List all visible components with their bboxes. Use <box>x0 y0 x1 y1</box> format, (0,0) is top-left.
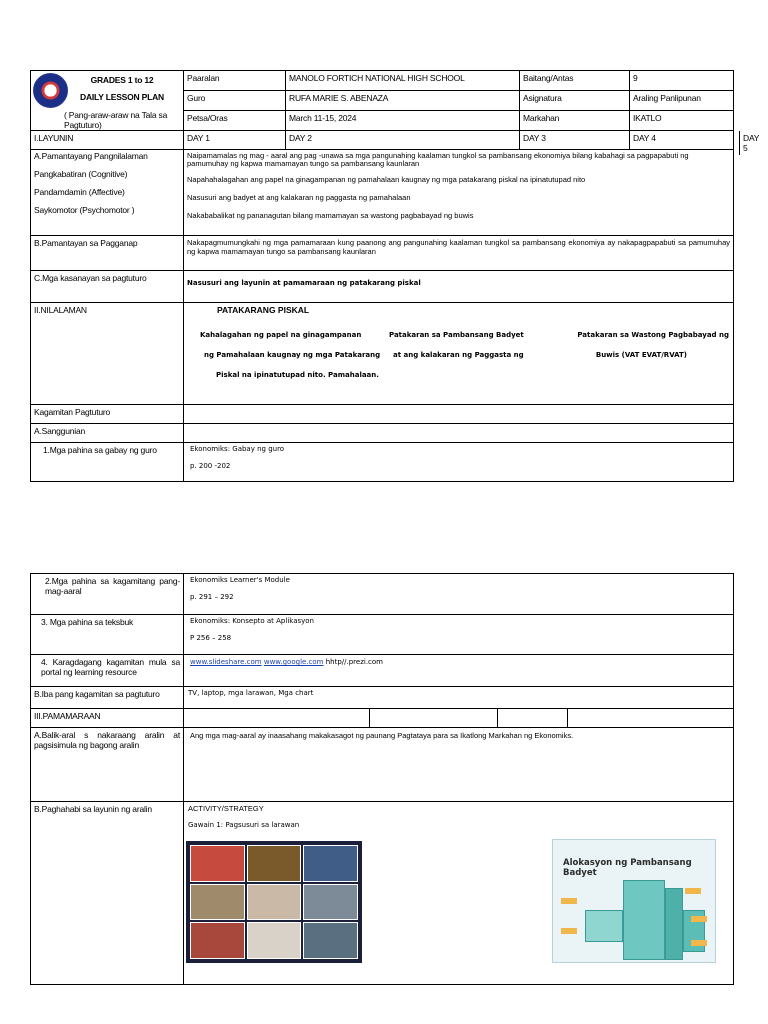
col2-line-1: Patakaran sa Pambansang Badyet <box>389 331 524 339</box>
collage-photo <box>190 884 245 921</box>
activity-strategy-label: ACTIVITY/STRATEGY <box>188 804 264 813</box>
col2-line-2: at ang kalakaran ng Paggasta ng <box>393 351 524 359</box>
petsa-value: March 11-15, 2024 <box>286 111 520 131</box>
collage-photo <box>190 845 245 882</box>
iba-pa-text: TV, laptop, mga larawan, Mga chart <box>184 687 734 709</box>
layunin-label: I.LAYUNIN <box>31 131 184 150</box>
pamantayan-content <box>184 150 734 236</box>
day-4-5-header <box>630 131 760 153</box>
balik-aral-label: A.Balik-aral s nakaraang aralin at pagsisimula ng bagong aralin <box>31 728 184 802</box>
pamamaraan-cell-1 <box>184 709 370 728</box>
collage-photo <box>190 922 245 959</box>
sanggunian-label: A.Sanggunian <box>31 424 184 443</box>
teksbuk-content <box>184 615 734 655</box>
gabay-content <box>184 443 734 482</box>
markahan-label: Markahan <box>520 111 630 131</box>
gabay-label: 1.Mga pahina sa gabay ng guro <box>31 443 184 482</box>
kagamitan-label: Kagamitan Pagtuturo <box>31 405 184 424</box>
budget-label-tag <box>691 940 707 946</box>
collage-photo <box>247 845 302 882</box>
budget-infographic-title: Alokasyon ng Pambansang Badyet <box>563 858 692 878</box>
nilalaman-content <box>184 303 734 405</box>
pamamaraan-cell-2 <box>370 709 498 728</box>
teksbuk-label: 3. Mga pahina sa teksbuk <box>31 615 184 655</box>
collage-photo <box>303 845 358 882</box>
pamamaraan-cell-4 <box>568 709 734 728</box>
karagdagang-label: 4. Karagdagang kagamitan mula sa portal ng learning resource <box>31 655 184 687</box>
asignatura-label: Asignatura <box>520 91 630 111</box>
prezi-link-text: hhtp//.prezi.com <box>323 658 383 666</box>
col3-line-2: Buwis (VAT EVAT/RVAT) <box>595 351 687 359</box>
affective-label: Pandamdamin (Affective) <box>34 186 125 197</box>
budget-bar <box>665 888 683 960</box>
grades-label: GRADES 1 to 12 <box>90 75 154 85</box>
header-title-cell <box>31 71 184 131</box>
slideshare-link[interactable]: www.slideshare.com <box>190 658 262 666</box>
col3-line-1: Patakaran sa Wastong Pagbabayad ng <box>577 331 729 339</box>
pamantayan-labels <box>31 150 184 236</box>
gabay-line-1: Ekonomiks: Gabay ng guro <box>190 445 285 453</box>
asignatura-value: Araling Panlipunan <box>630 91 734 111</box>
day-5-header: DAY 5 <box>743 133 760 153</box>
iba-pa-label: B.Iba pang kagamitan sa pagtuturo <box>31 687 184 709</box>
pamantayan-pangnilalaman-label: A.Pamantayang Pangnilalaman <box>34 151 148 161</box>
col1-line-1: Kahalagahan ng papel na ginagampanan <box>200 331 362 339</box>
col1-line-3: Piskal na ipinatutupad nito. Pamahalaan. <box>216 371 379 379</box>
collage-photo <box>303 922 358 959</box>
gawain-label: Gawain 1: Pagsusuri sa larawan <box>188 821 300 829</box>
deped-seal-icon <box>33 73 68 108</box>
markahan-value: IKATLO <box>630 111 734 131</box>
kagamitan-empty <box>184 405 734 424</box>
kagamitang-content <box>184 574 734 615</box>
paaralan-label: Paaralan <box>184 71 286 91</box>
nilalaman-title: PATAKARANG PISKAL <box>217 305 310 315</box>
kagamitang-line-1: Ekonomiks Learner's Module <box>190 576 290 584</box>
guro-label: Guro <box>184 91 286 111</box>
budget-bar <box>623 880 665 960</box>
day-1-header: DAY 1 <box>184 131 286 150</box>
kasanayan-label: C.Mga kasanayan sa pagtuturo <box>31 271 184 303</box>
budget-label-tag <box>561 928 577 934</box>
plan-label: DAILY LESSON PLAN <box>80 92 164 102</box>
nilalaman-col-3 <box>577 325 729 365</box>
pagganap-text: Nakapagmumungkahi ng mga pamamaraan kung paanong ang pangunahing kaalaman tungkol sa pambansang ekonomiya ay nakapagpapabuti sa pamumuhay ng kapwa mamamayan tungo sa pambansang kaunlaran <box>184 236 734 271</box>
pagganap-label: B.Pamantayan sa Pagganap <box>31 236 184 271</box>
nilalaman-col-1 <box>198 325 380 385</box>
kagamitang-label: 2.Mga pahina sa kagamitang pang-mag-aaral <box>31 574 184 615</box>
paaralan-value: MANOLO FORTICH NATIONAL HIGH SCHOOL <box>286 71 520 91</box>
budget-label-tag <box>561 898 577 904</box>
pamantayan-line-1: Naipamamalas ng mag - aaral ang pag -unawa sa mga pangunahing kaalaman tungkol sa pambansang ekonomiya bilang kabahagi sa pagpapabuti ng pamumuhay ng kapwa mamamayan tungo sa pambansang kaunlaran <box>187 151 689 168</box>
col1-line-2: ng Pamahalaan kaugnay ng mga Patakarang <box>204 351 381 359</box>
pamantayan-line-2: Napahahalagahan ang papel na ginagampanan ng pamahalaan kaugnay ng mga patakarang piskal na ipinatutupad nito <box>187 174 586 184</box>
budget-label-tag <box>691 916 707 922</box>
gabay-line-2: p. 200 -202 <box>190 462 231 471</box>
budget-allocation-infographic <box>552 839 716 963</box>
pamantayan-line-4: Nakababalikat ng pananagutan bilang mamamayan sa wastong pagbabayad ng buwis <box>187 210 474 220</box>
collage-photo <box>247 884 302 921</box>
teksbuk-line-1: Ekonomiks: Konsepto at Aplikasyon <box>190 617 314 625</box>
baitang-value: 9 <box>630 71 734 91</box>
psychomotor-label: Saykomotor (Psychomotor ) <box>34 204 135 215</box>
paghahabi-label: B.Paghahabi sa layunin ng aralin <box>31 802 184 985</box>
activity-collage-image <box>186 841 362 963</box>
guro-value: RUFA MARIE S. ABENAZA <box>286 91 520 111</box>
kagamitang-line-2: p. 291 – 292 <box>190 593 234 601</box>
pamamaraan-label: III.PAMAMARAAN <box>31 709 184 728</box>
kasanayan-text: Nasusuri ang layunin at pamamaraan ng patakarang piskal <box>184 271 734 303</box>
pamamaraan-cell-3 <box>498 709 568 728</box>
day-4-header: DAY 4 <box>630 131 740 155</box>
sanggunian-empty <box>184 424 734 443</box>
nilalaman-label: II.NILALAMAN <box>31 303 184 405</box>
day-2-header: DAY 2 <box>286 131 520 150</box>
budget-bar <box>585 910 623 942</box>
karagdagang-content <box>184 655 734 687</box>
petsa-label: Petsa/Oras <box>184 111 286 131</box>
collage-photo <box>247 922 302 959</box>
nilalaman-col-2 <box>389 325 524 365</box>
collage-photo <box>303 884 358 921</box>
lesson-plan-table <box>30 70 760 482</box>
pamantayan-line-3: Nasusuri ang badyet at ang kalakaran ng paggasta ng pamahalaan <box>187 192 411 202</box>
balik-aral-text: Ang mga mag-aaral ay inaasahang makakasagot ng paunang Pagtataya para sa Ikatlong Markahan ng Ekonomiks. <box>184 728 734 802</box>
teksbuk-line-2: P 256 – 258 <box>190 634 232 642</box>
baitang-label: Baitang/Antas <box>520 71 630 91</box>
day-3-header: DAY 3 <box>520 131 630 150</box>
cognitive-label: Pangkabatiran (Cognitive) <box>34 168 128 179</box>
plan-subtitle: ( Pang-araw-araw na Tala sa Pagtuturo) <box>64 110 168 130</box>
google-link[interactable]: www.google.com <box>263 658 324 666</box>
budget-label-tag <box>685 888 701 894</box>
